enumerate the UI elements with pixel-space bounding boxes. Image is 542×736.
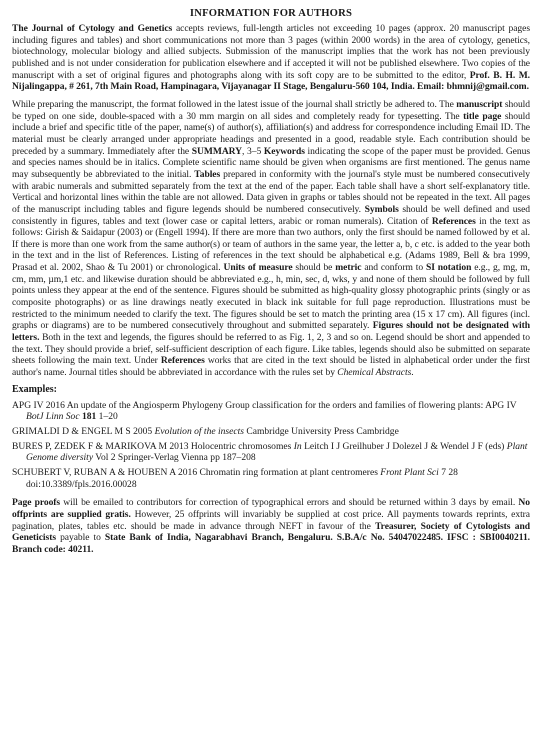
page-proofs-paragraph: Page proofs will be emailed to contributors for correction of typographical errors and should be returned within 3 days by email. No offprints are supplied gratis. However, 25 offprints will invariably be supplied at cost price. All payments towards reprints, extra pagination, plates, tables etc. should be made in advance through NEFT in favour of the Treasurer, Society of Cytologists and Geneticists payable to State Bank of India, Nagarabhavi Branch, Bengaluru. S.B.A/c No. 54047022485. IFSC : SBI0040211. Branch code: 40211. — [12, 497, 531, 555]
reference-item: BURES P, ZEDEK F & MARIKOVA M 2013 Holocentric chromosomes In Leitch I J Greilhuber J Dolezel J & Wendel J F (eds) Plant Genome diversity Vol 2 Springer-Verlag Vienna pp 187–208 — [12, 440, 528, 464]
page-title: INFORMATION FOR AUTHORS — [189, 8, 353, 19]
reference-item: GRIMALDI D & ENGEL M S 2005 Evolution of the insects Cambridge University Press Cambridge — [12, 426, 399, 437]
manuscript-guidelines-paragraph: While preparing the manuscript, the format followed in the latest issue of the journal shall strictly be adhered to. The manuscript should be typed on one side, double-spaced with a 30 mm margin on all sides and completely ready for typesetting. The title page should include a brief and specific title of the paper, name(s) of author(s), affiliation(s) and address for correspondence including Email ID. The material must be clearly arranged under appropriate headings and presented in a good, readable style. Each contribution should be preceded by a summary. Immediately after the SUMMARY, 3–5 Keywords indicating the scope of the paper must be provided. Genus and species names should be in italics. Complete scientific name should be given when organisms are first mentioned. The genus name may subsequently be abbreviated to the initial. Tables prepared in conformity with the journal's style must be numbered consecutively with arabic numerals and submitted separately from the text at the end of the paper. Each table shall have a short self-explanatory title. Vertical and horizontal lines within the table are not allowed. Data given in graphs or tables should not be repeated in the text. All pages of the manuscript including tables and figure legends should be numbered consecutively. Symbols should be well defined and used consistently in figures, tables and text (lower case or capital letters, arabic or roman numerals). Citation of References in the text as follows: Girish & Saidapur (2003) or (Engell 1994). If there are more than two authors, only the first should be named followed by et al. If there is more than one work from the same author(s) or team of authors in the same year, the letter a, b, c etc. is added to the year both in the text and in the list of References. Listing of references in the text should be alphabetical e.g. (Adams 1989, Bell & bra 1999, Prasad et al. 2002, Shao & Tu 2001) or chronological. Units of measure should be metric and conform to SI notation e.g., g, mg, m, cm, mm, µm,1 etc. and likewise duration should be abbreviated e.g., h, min, sec, d, wks, y and none of them should be followed by full points unless they appear at the end of the sentence. Figures should be submitted as high-quality glossy photographic prints (singly or as composite photographs) or as line drawings neatly executed in black ink suitable for full page reproduction. Illustrations must be restricted to the minimum needed to clarify the text. The figures should be set to match the printing area (15 x 17 cm). All figures (incl. graphs or diagrams) are to be numbered consecutively throughout and submitted separately. Figures should not be designated with letters. Both in the text and legends, the figures should be referred to as Fig. 1, 2, 3 and so on. Legend should be short and appended to the text. They should provide a brief, self-sufficient description of each figure. Like tables, legends should also be submitted on separate sheets following the main text. Under References works that are cited in the text should be listed in alphabetical order under the first author's name. Journal titles should be abbreviated in accordance with the rules set by Chemical Abstracts. — [12, 98, 530, 379]
bank-details: State Bank of India, Nagarabhavi Branch, Bengaluru. S.B.A/c No. 54047022485. IFSC : SBI0040211. Branch code: 40211. — [12, 532, 530, 555]
editor-address: Prof. B. H. M. Nijalingappa, # 261, 7th Main Road, Hampinagara, Vijayanagar II Stage, Bengaluru-560 104, India. Email: bhmnij@gmail.com. — [12, 69, 530, 93]
reference-item: SCHUBERT V, RUBAN A & HOUBEN A 2016 Chromatin ring formation at plant centromeres Front Plant Sci 7 28 doi:10.3389/fpls.2016.00028 — [12, 466, 458, 490]
document-page — [0, 7, 542, 736]
intro-paragraph: The Journal of Cytology and Genetics accepts reviews, full-length articles not exceeding 10 pages (approx. 20 manuscript pages including figures and tables) and short communications not more than 3 pages (within 2000 words) in the area of cytology, genetics, biotechnology, molecular biology and allied subjects. Submission of the manuscript implies that the work has not been previously published and is not under consideration for publication elsewhere and if accepted it will not be published elsewhere. Two copies of the manuscript with a set of original figures and photographs along with its soft copy are to be submitted to the editor, Prof. B. H. M. Nijalingappa, # 261, 7th Main Road, Hampinagara, Vijayanagar II Stage, Bengaluru-560 104, India. Email: bhmnij@gmail.com. — [12, 23, 530, 93]
examples-heading: Examples: — [12, 383, 57, 395]
reference-item: APG IV 2016 An update of the Angiosperm Phylogeny Group classification for the orders and families of flowering plants: APG IV BotJ Linn Soc 181 1–20 — [12, 399, 517, 423]
journal-name: The Journal of Cytology and Genetics — [12, 23, 173, 34]
